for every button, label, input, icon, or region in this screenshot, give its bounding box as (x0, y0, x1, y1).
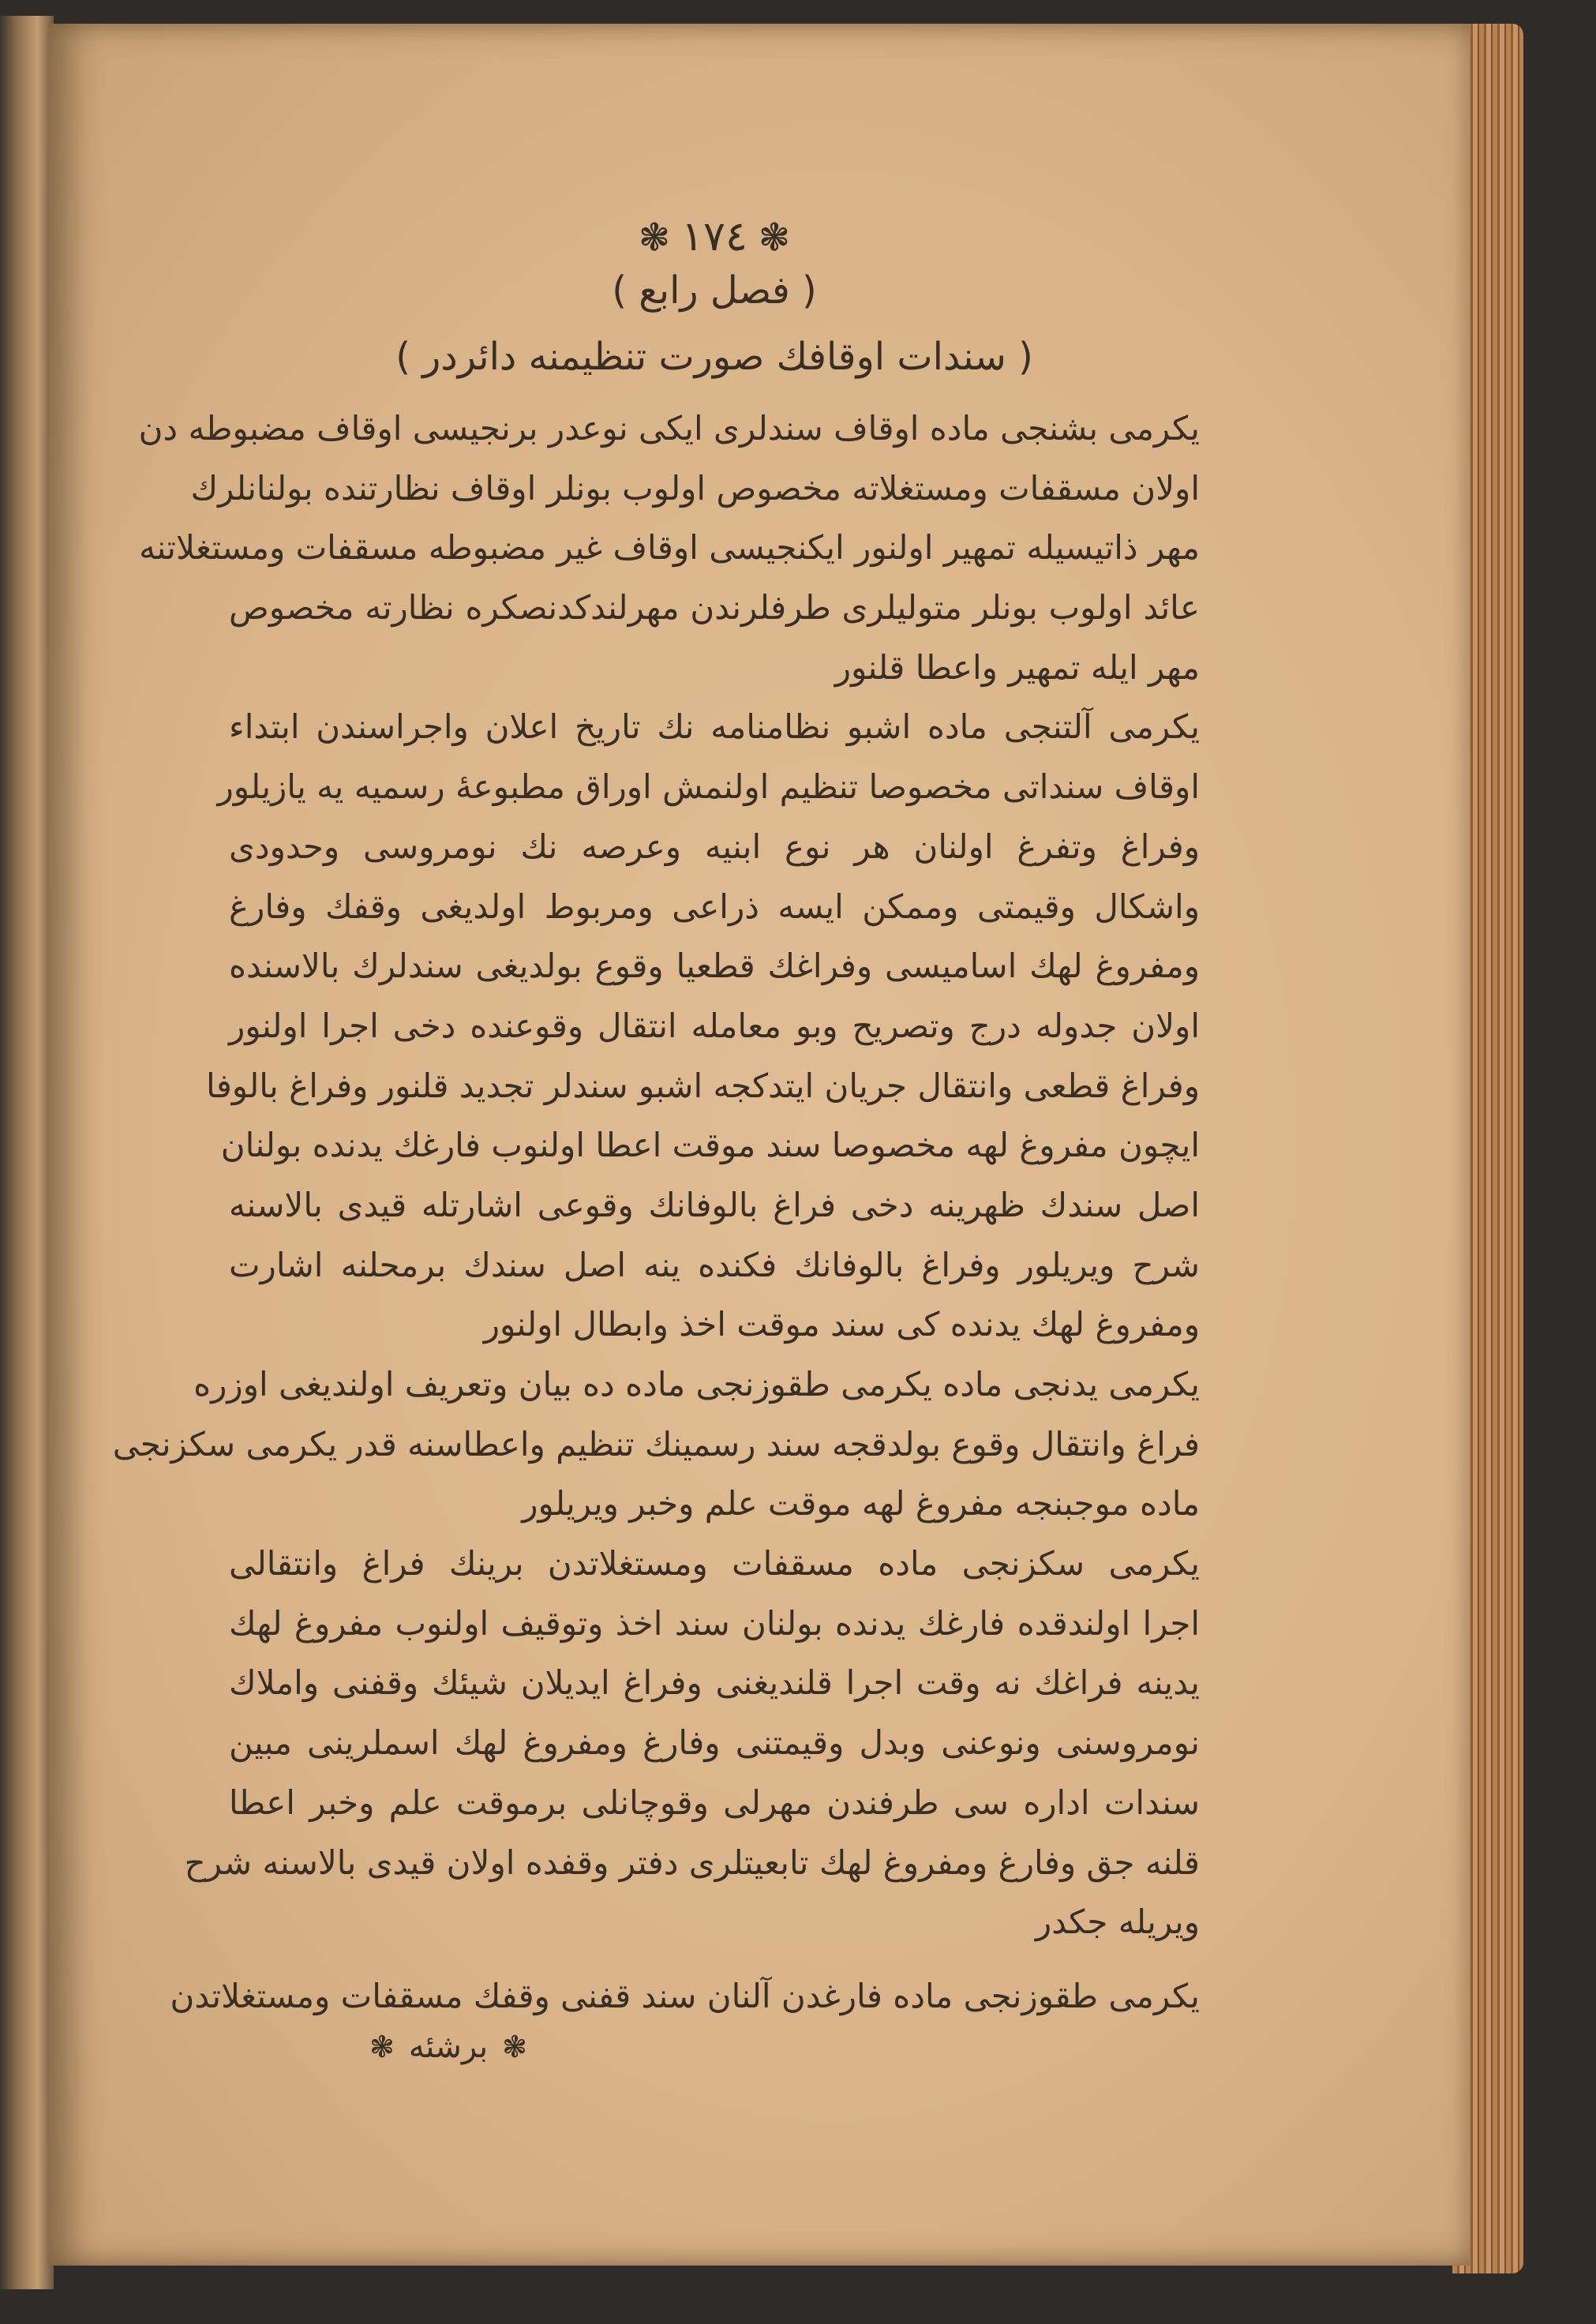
text-line: سندات اداره سى طرفندن مهرلى وقوچانلى برموقت علم وخبر اعطا (229, 1782, 1200, 1822)
text-line: واشكال وقيمتى وممكن ايسه ذراعى ومربوط اولديغى وقفك وفارغ (229, 886, 1200, 926)
text-line: عائد اولوب بونلر متوليلرى طرفلرندن مهرلندكدنصكره نظارته مخصوص (229, 588, 1200, 628)
text-line: اولان مسقفات ومستغلاته مخصوص اولوب بونلر اوقاف نظارتنده بولنانلرك (190, 468, 1200, 508)
facing-page-edge (0, 16, 54, 2289)
text-line: مهر ذاتيسيله تمهير اولنور ايكنجيسى اوقاف غير مضبوطه مسقفات ومستغلاتنه (139, 528, 1200, 568)
text-line: اولان جدوله درج وتصريح وبو معامله انتقال وقوعنده دخى اجرا اولنور (229, 1006, 1200, 1045)
text-line: ومفروغ لهك اساميسى وفراغك قطعيا وقوع بولديغى سندلرك بالاسنده (229, 946, 1200, 986)
catchword-text: برشئه (408, 2029, 489, 2065)
body-text (112, 399, 1200, 2026)
text-line: اصل سندك ظهرينه دخى فراغ بالوفانك وقوعى اشارتله قيدى بالاسنه (229, 1185, 1200, 1224)
text-line: ويريله جكدر (1035, 1902, 1200, 1942)
page-number (229, 213, 1200, 261)
text-line: يكرمى طقوزنجى ماده فارغدن آلنان سند قفنى وقفك مسقفات ومستغلاتدن (170, 1976, 1200, 2015)
text-line: قلنه جق وفارغ ومفروغ لهك تابعيتلرى دفتر وقفده اولان قيدى بالاسنه شرح (184, 1842, 1200, 1882)
ornament-icon: ❃ (758, 216, 791, 260)
text-line: فراغ وانتقال وقوع بولدقجه سند رسمينك تنظيم واعطاسنه قدر يكرمى سكزنجى (112, 1424, 1200, 1464)
text-line: نومروسنى ونوعنى وبدل وقيمتنى وفارغ ومفروغ لهك اسملرينى مبين (229, 1723, 1200, 1763)
text-line: يكرمى بشنجى ماده اوقاف سندلرى ايكى نوعدر برنجيسى اوقاف مضبوطه دن (138, 409, 1200, 448)
text-line: اوقاف سنداتى مخصوصا تنظيم اولنمش اوراق مطبوعۀ رسميه يه يازيلور (217, 767, 1200, 807)
text-line: وفراغ وتفرغ اولنان هر نوع ابنيه وعرصه نك نومروسى وحدودى (229, 827, 1200, 866)
section-heading: ( سندات اوقافك صورت تنظيمنه دائردر ) (395, 335, 1033, 379)
text-line: ايچون مفروغ لهه مخصوصا سند موقت اعطا اولنوب فارغك يدنده بولنان (220, 1126, 1200, 1165)
text-line: مهر ايله تمهير واعطا قلنور (834, 647, 1200, 687)
text-line: يكرمى آلتنجى ماده اشبو نظامنامه نك تاريخ اعلان واجراسندن ابتداء (229, 707, 1200, 747)
text-line: اجرا اولندقده فارغك يدنده بولنان سند اخذ وتوقيف اولنوب مفروغ لهك (229, 1603, 1200, 1643)
text-line: يدينه فراغك نه وقت اجرا قلنديغنى وفراغ ايديلان شيئك وقفنى واملاك (229, 1663, 1200, 1703)
ornament-icon: ❃ (638, 216, 671, 260)
text-line: وفراغ قطعى وانتقال جريان ايتدكجه اشبو سندلر تجديد قلنور وفراغ بالوفا (205, 1066, 1200, 1105)
chapter-heading: ( فصل رابع ) (612, 268, 817, 313)
catchword (355, 2029, 541, 2065)
ornament-icon: ❃ (502, 2030, 527, 2064)
text-line: يكرمى سكزنجى ماده مسقفات ومستغلاتدن برينك فراغ وانتقالى (229, 1544, 1200, 1584)
folio-number: ١٧٤ (681, 213, 747, 261)
text-line: شرح ويريلور وفراغ بالوفانك فكنده ينه اصل سندك برمحلنه اشارت (229, 1245, 1200, 1284)
ornament-icon: ❃ (369, 2030, 395, 2064)
text-line: ومفروغ لهك يدنده كى سند موقت اخذ وابطال اولنور (483, 1305, 1200, 1344)
text-line: ماده موجبنجه مفروغ لهه موقت علم وخبر ويريلور (522, 1484, 1200, 1524)
text-line: يكرمى يدنجى ماده يكرمى طقوزنجى ماده ده بيان وتعريف اولنديغى اوزره (193, 1365, 1200, 1404)
